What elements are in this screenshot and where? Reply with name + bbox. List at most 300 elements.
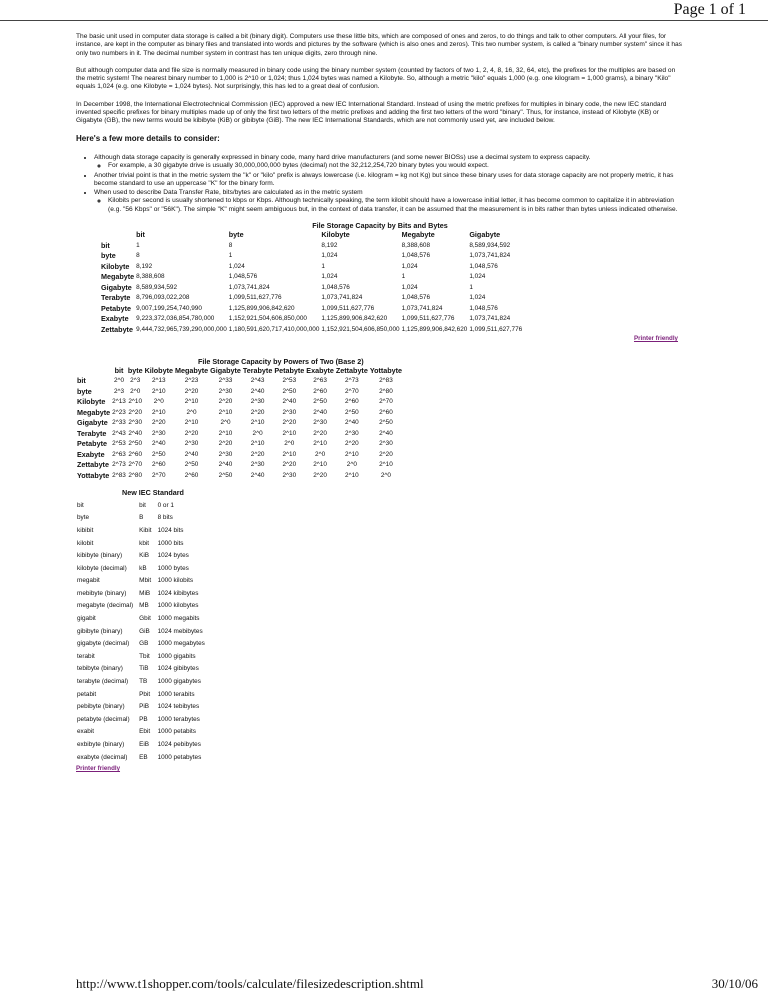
table-row xyxy=(76,701,210,714)
table-row xyxy=(100,251,523,262)
table-cell: 1,125,899,906,842,620 xyxy=(228,304,295,312)
row-header: Yottabyte xyxy=(77,470,110,480)
table-cell: 2^10 xyxy=(151,408,166,416)
table-cell: 2^0 xyxy=(315,450,326,458)
column-header: Terabyte xyxy=(242,365,273,375)
printer-friendly-link[interactable]: Printer friendly xyxy=(76,765,121,773)
table-cell: 2^0 xyxy=(186,408,197,416)
sub-bullet-text: Kilobits per second is usually shortened to kbps or Kbps. Although technically speaking, the term kilobit should have a lowercase initial letter, it has become common to capitalize it in abbreviation (e.g. "56 Kbps" or "56K"). The simple "K" might seem ambiguous but, in the context of data transfer, it can be assumed that the measurement is in bits rather than bytes unless indicated otherwise. xyxy=(108,197,678,213)
table2-caption: File Storage Capacity by Powers of Two (Base 2) xyxy=(198,356,364,366)
table-cell: exbibyte (binary) xyxy=(77,741,125,749)
row-header: byte xyxy=(101,251,116,261)
table-cell: kB xyxy=(139,564,147,572)
table-cell: 2^50 xyxy=(313,398,327,406)
table-cell: 1,048,576 xyxy=(469,304,498,312)
table-cell: 2^20 xyxy=(184,429,199,437)
table-cell: 1,125,899,906,842,620 xyxy=(321,315,388,323)
table-cell: 2^30 xyxy=(151,429,166,437)
details-list xyxy=(76,154,684,214)
print-footer xyxy=(0,976,768,994)
table-cell: bit xyxy=(139,501,146,509)
table-cell: kilobit xyxy=(77,539,94,547)
list-item xyxy=(94,154,684,171)
table-cell: kbit xyxy=(139,539,150,547)
table-row xyxy=(76,418,403,429)
bullet-text: When used to describe Data Transfer Rate, bits/bytes are calculated as in the metric system xyxy=(94,189,363,197)
table-cell: 2^10 xyxy=(184,419,199,427)
table-cell: 1,073,741,824 xyxy=(228,283,270,291)
table-cell: 2^20 xyxy=(250,408,265,416)
table-cell: 2^50 xyxy=(218,471,233,479)
table-row xyxy=(100,304,523,315)
table-cell: 2^20 xyxy=(151,419,166,427)
table-cell: 2^70 xyxy=(345,387,359,395)
table-cell: 2^30 xyxy=(345,429,359,437)
table-cell: 1,048,576 xyxy=(228,273,258,281)
table-row xyxy=(76,714,210,727)
table-cell: 8 bits xyxy=(157,514,173,522)
table-row xyxy=(76,588,210,601)
table-cell: 2^60 xyxy=(313,387,327,395)
corner-cell xyxy=(100,230,135,241)
table-cell: 2^10 xyxy=(184,398,199,406)
table-cell: Kibit xyxy=(139,526,152,534)
table-cell: 2^40 xyxy=(282,398,297,406)
bullet-text: Another trivial point is that in the metric system the "k" or "kilo" prefix is always lowercase (i.e. kilogram = kg not Kg) but since these binary uses for data storage capacity are not properly metric, it has become standard to use an uppercase "K" for the binary form. xyxy=(94,171,674,187)
print-header xyxy=(0,0,768,21)
table-cell: 2^10 xyxy=(218,429,233,437)
table-cell: 1,024 xyxy=(469,273,486,281)
intro-paragraph-3: In December 1998, the International Electrotechnical Commission (IEC) approved a new IEC International Standard. Instead of using the metric prefixes for multiples in binary code, the new IEC standard invented specific prefixes for binary multiples made up of only the first two letters of the metric prefixes and adding the first two letters of the word "binary". Thus, for instance, instead of Kilobyte (KB) or Gigabyte (GB), the new terms would be kibibyte (KiB) or gibibyte (GiB). The new IEC International Standards, which are not commonly used yet, are included below. xyxy=(76,100,667,125)
table-cell: 1,073,741,824 xyxy=(469,315,511,323)
bits-bytes-table xyxy=(100,230,523,335)
page-number: Page 1 of 1 xyxy=(673,1,746,18)
table-cell: 2^20 xyxy=(250,450,265,458)
table-row xyxy=(76,575,210,588)
table-cell: 1,024 xyxy=(321,273,338,281)
table-cell: 1,099,511,627,776 xyxy=(321,304,375,312)
row-header: Terabyte xyxy=(77,428,107,438)
table-cell: 1000 petabits xyxy=(157,728,196,736)
table-cell: 2^53 xyxy=(112,440,126,448)
table-cell: 2^30 xyxy=(282,408,297,416)
table-cell: 2^30 xyxy=(218,387,233,395)
footer-date: 30/10/06 xyxy=(711,976,758,991)
table-cell: 0 or 1 xyxy=(157,501,174,509)
table-cell: MiB xyxy=(139,589,151,597)
table-cell: 2^43 xyxy=(112,429,126,437)
table3-caption: New IEC Standard xyxy=(122,488,184,498)
table-cell: 2^10 xyxy=(282,450,297,458)
table-cell: 1,073,741,824 xyxy=(401,304,443,312)
table-cell: 8,192 xyxy=(136,262,153,270)
table-cell: 1000 megabytes xyxy=(157,640,205,648)
column-header: Gigabyte xyxy=(469,230,501,240)
sub-list-item xyxy=(108,162,684,170)
row-header: Kilobyte xyxy=(101,261,130,271)
row-header: Zettabyte xyxy=(101,324,133,334)
table-cell: 8 xyxy=(136,252,140,260)
iec-standard-table xyxy=(76,500,210,764)
row-header: Exabyte xyxy=(101,314,129,324)
details-heading: Here's a few more details to consider: xyxy=(76,133,220,143)
table-cell: 2^33 xyxy=(218,377,233,385)
table-cell: 1,048,576 xyxy=(401,294,431,302)
table-cell: 2^63 xyxy=(313,377,327,385)
table-cell: 2^73 xyxy=(112,461,126,469)
table-cell: 2^30 xyxy=(282,471,297,479)
table-cell: 2^83 xyxy=(379,377,393,385)
table-cell: 2^23 xyxy=(184,377,199,385)
table-cell: 1000 terabytes xyxy=(157,715,200,723)
table-cell: 2^70 xyxy=(379,398,393,406)
table-cell: 8,388,608 xyxy=(401,241,431,249)
table-cell: MB xyxy=(139,602,149,610)
table-row xyxy=(76,376,403,387)
column-header: Yottabyte xyxy=(369,365,403,375)
table-row xyxy=(76,663,210,676)
table-cell: 2^20 xyxy=(128,408,143,416)
table-cell: petabit xyxy=(77,690,97,698)
table-cell: 2^0 xyxy=(284,440,295,448)
table-cell: 2^13 xyxy=(112,398,126,406)
table-row xyxy=(76,439,403,450)
table-row xyxy=(76,538,210,551)
table-row xyxy=(76,550,210,563)
table-cell: 1,099,511,627,776 xyxy=(401,315,455,323)
table-cell: 1024 pebibytes xyxy=(157,741,201,749)
table-cell: 2^10 xyxy=(218,408,233,416)
table-cell: 2^80 xyxy=(379,387,393,395)
table-cell: terabyte (decimal) xyxy=(77,678,129,686)
table-row xyxy=(76,450,403,461)
table-cell: 2^83 xyxy=(112,471,126,479)
table-row xyxy=(76,676,210,689)
table-cell: 2^40 xyxy=(345,419,359,427)
table-cell: EiB xyxy=(139,741,150,749)
table-cell: 2^0 xyxy=(113,377,125,385)
article-body xyxy=(76,33,684,774)
table-cell: 2^10 xyxy=(379,461,393,469)
column-header: Zettabyte xyxy=(335,365,368,375)
table-cell: 1 xyxy=(401,273,406,281)
table-row xyxy=(76,429,403,440)
column-header: bit xyxy=(114,365,124,375)
table-cell: 2^0 xyxy=(153,398,164,406)
table-cell: Pbit xyxy=(139,690,151,698)
intro-paragraph-2: But although computer data and file size is normally measured in binary code using the binary number system (counted by factors of two 1, 2, 4, 8, 16, 32, 64, etc), the prefixes for the multiples are based on the metric system! The nearest binary number to 1,000 is 2^10 or 1,024; thus 1,024 bytes was named a Kilobyte. So, although a metric "kilo" equals 1,000 (e.g. one kilogram = 1,000 grams), a binary "Kilo" equals 1,024 (e.g. one Kilobyte = 1,024 bytes). Not surprisingly, this has led to a great deal of confusion. xyxy=(76,66,676,91)
table-cell: Mbit xyxy=(139,577,152,585)
table-cell: 2^50 xyxy=(282,387,297,395)
table-cell: 2^10 xyxy=(250,419,265,427)
table-cell: megabit xyxy=(77,577,100,585)
table-row xyxy=(100,314,523,325)
table-cell: Ebit xyxy=(139,728,151,736)
table-cell: 2^20 xyxy=(282,461,297,469)
column-header: Exabyte xyxy=(306,365,334,375)
table-row xyxy=(76,626,210,639)
table-cell: 2^10 xyxy=(313,440,327,448)
table-cell: 2^30 xyxy=(250,398,265,406)
table-cell: 2^20 xyxy=(345,440,359,448)
column-header: byte xyxy=(127,365,143,375)
table-cell: byte xyxy=(77,514,90,522)
table-cell: tebibyte (binary) xyxy=(77,665,123,673)
table-row xyxy=(76,387,403,398)
table-cell: 2^60 xyxy=(151,461,166,469)
row-header: Kilobyte xyxy=(77,397,106,407)
table-cell: 2^30 xyxy=(218,450,233,458)
table-cell: 2^10 xyxy=(151,387,166,395)
table-row xyxy=(76,638,210,651)
table-cell: 2^10 xyxy=(345,471,359,479)
table-cell: 8,192 xyxy=(321,241,338,249)
table-cell: 2^40 xyxy=(379,429,393,437)
table-cell: 2^10 xyxy=(313,461,327,469)
row-header: Petabyte xyxy=(77,439,107,449)
table-cell: petabyte (decimal) xyxy=(77,715,130,723)
table-cell: 1 xyxy=(469,283,473,291)
table-cell: 2^20 xyxy=(218,440,233,448)
table-cell: 2^40 xyxy=(151,440,166,448)
printer-friendly-link[interactable]: Printer friendly xyxy=(633,335,678,343)
table-row xyxy=(100,272,523,283)
table-cell: 2^60 xyxy=(345,398,359,406)
table-cell: gigabyte (decimal) xyxy=(77,640,130,648)
sub-bullet-text: For example, a 30 gigabyte drive is usually 30,000,000,000 bytes (decimal) not the 32,212,254,720 binary bytes you would expect. xyxy=(108,162,489,170)
table-row xyxy=(76,726,210,739)
table-cell: 1000 gigabytes xyxy=(157,678,201,686)
table-cell: 1,099,511,627,776 xyxy=(469,325,523,333)
intro-paragraph-1: The basic unit used in computer data storage is called a bit (binary digit). Computers use these little bits, which are composed of ones and zeros, to do things and talk to other computers. All your files, for instance, are kept in the computer as binary files and translated into words and pictures by the software (which is also ones and zeros). This two number system, is called a "binary number system" since it has only two numbers in it. The decimal number system in contrast has ten unique digits, zero through nine. xyxy=(76,33,682,57)
table-cell: 2^33 xyxy=(112,419,126,427)
table-row xyxy=(100,283,523,294)
column-header: byte xyxy=(228,230,244,240)
table-cell: 2^40 xyxy=(250,387,265,395)
column-header: Kilobyte xyxy=(321,230,350,240)
table-cell: 1,073,741,824 xyxy=(321,294,363,302)
table-cell: 1,024 xyxy=(228,262,245,270)
table-cell: 2^40 xyxy=(250,471,265,479)
column-header: Megabyte xyxy=(174,365,209,375)
table-cell: terabit xyxy=(77,652,95,660)
table-cell: 1024 bits xyxy=(157,526,184,534)
table-cell: 9,223,372,036,854,780,000 xyxy=(136,315,215,323)
table-cell: 2^53 xyxy=(282,377,297,385)
table-cell: 2^10 xyxy=(128,398,143,406)
powers-of-two-table xyxy=(76,366,403,482)
table-cell: 2^10 xyxy=(282,429,297,437)
table-row xyxy=(100,325,523,336)
table-cell: 2^0 xyxy=(346,461,357,469)
table-cell: 2^20 xyxy=(184,387,199,395)
row-header: bit xyxy=(101,240,110,250)
table-cell: 1024 mebibytes xyxy=(157,627,203,635)
table-cell: 2^30 xyxy=(250,461,265,469)
table-cell: 2^60 xyxy=(379,408,393,416)
table-cell: 2^80 xyxy=(128,471,143,479)
table-cell: kilobyte (decimal) xyxy=(77,564,127,572)
table-cell: GiB xyxy=(139,627,150,635)
table-row xyxy=(76,408,403,419)
table-cell: 8,589,934,592 xyxy=(136,283,178,291)
table-row xyxy=(100,262,523,273)
list-item xyxy=(94,189,684,214)
table-cell: 2^20 xyxy=(282,419,297,427)
table-cell: B xyxy=(139,514,144,522)
table-cell: 1,099,511,627,776 xyxy=(228,294,282,302)
table-cell: 1024 gibibytes xyxy=(157,665,199,673)
table-cell: 2^30 xyxy=(379,440,393,448)
table-cell: EB xyxy=(139,753,148,761)
footer-url: http://www.t1shopper.com/tools/calculate/filesizedescription.shtml xyxy=(76,976,424,991)
table-cell: 1 xyxy=(228,252,233,260)
table-cell: mebibyte (binary) xyxy=(77,589,127,597)
row-header: Zettabyte xyxy=(77,460,109,470)
table-cell: Gbit xyxy=(139,615,151,623)
table-cell: 1000 bytes xyxy=(157,564,189,572)
table-cell: 1 xyxy=(321,262,325,270)
table-row xyxy=(76,500,210,513)
table-cell: 2^50 xyxy=(379,419,393,427)
table-row xyxy=(76,689,210,702)
table-cell: 2^60 xyxy=(184,471,199,479)
row-header: bit xyxy=(77,376,86,386)
table-cell: 2^50 xyxy=(128,440,143,448)
table-cell: 1,024 xyxy=(469,294,486,302)
table-cell: 2^50 xyxy=(184,461,199,469)
table-cell: 2^23 xyxy=(112,408,126,416)
row-header: Gigabyte xyxy=(77,418,108,428)
table-row xyxy=(76,613,210,626)
table-cell: 1,024 xyxy=(401,262,418,270)
table-cell: 2^30 xyxy=(184,440,199,448)
row-header: byte xyxy=(77,386,92,396)
column-header: Petabyte xyxy=(274,365,305,375)
table-cell: PB xyxy=(139,715,148,723)
table-cell: 2^20 xyxy=(379,450,393,458)
table-cell: 1 xyxy=(136,241,140,249)
table-cell: 2^70 xyxy=(151,471,166,479)
table-cell: 1000 megabits xyxy=(157,615,200,623)
table-cell: 2^63 xyxy=(112,450,126,458)
table-cell: 2^10 xyxy=(250,440,265,448)
table-cell: 8,589,934,592 xyxy=(469,241,511,249)
table-row xyxy=(76,512,210,525)
table-cell: 2^0 xyxy=(220,419,231,427)
table-cell: 9,007,199,254,740,990 xyxy=(136,304,202,312)
table-cell: 1000 bits xyxy=(157,539,184,547)
row-header: Megabyte xyxy=(101,272,135,282)
table-row xyxy=(100,241,523,252)
table-cell: 1,180,591,620,717,410,000,000 xyxy=(228,325,320,333)
table1-caption: File Storage Capacity by Bits and Bytes xyxy=(312,221,448,231)
table-cell: 1,024 xyxy=(321,252,338,260)
table-row xyxy=(76,397,403,408)
row-header: Exabyte xyxy=(77,449,105,459)
table-cell: 2^43 xyxy=(250,377,265,385)
table-row xyxy=(76,525,210,538)
table-cell: TiB xyxy=(139,665,149,673)
table-cell: 2^30 xyxy=(128,419,143,427)
table-cell: 1,152,921,504,606,850,000 xyxy=(321,325,400,333)
bullet-text: Although data storage capacity is generally expressed in binary code, many hard drive manufacturers (and some newer BIOSs) use a decimal system to express capacity. xyxy=(94,153,591,161)
table-cell: bit xyxy=(77,501,84,509)
table-cell: pebibyte (binary) xyxy=(77,703,125,711)
table-cell: 2^3 xyxy=(113,387,125,395)
list-item xyxy=(94,172,684,189)
column-header: Gigabyte xyxy=(210,365,241,375)
column-header: Kilobyte xyxy=(144,365,173,375)
table-cell: 2^50 xyxy=(345,408,359,416)
table-cell: 2^40 xyxy=(128,429,143,437)
table-cell: megabyte (decimal) xyxy=(77,602,134,610)
table-cell: 8 xyxy=(228,241,233,249)
table-cell: 2^40 xyxy=(218,461,233,469)
table-cell: gibibyte (binary) xyxy=(77,627,123,635)
table-cell: 1,048,576 xyxy=(321,283,350,291)
table-cell: 8,796,093,022,208 xyxy=(136,294,190,302)
table-cell: exabit xyxy=(77,728,95,736)
table-row xyxy=(76,752,210,765)
row-header: Megabyte xyxy=(77,407,111,417)
table-cell: 2^3 xyxy=(130,377,141,385)
table-cell: 1000 kilobytes xyxy=(157,602,199,610)
column-header: Megabyte xyxy=(401,230,435,240)
table-cell: Tbit xyxy=(139,652,150,660)
table-cell: 1000 terabits xyxy=(157,690,195,698)
table-cell: TB xyxy=(139,678,148,686)
table-cell: 1,125,899,906,842,620 xyxy=(401,325,468,333)
table-cell: 2^20 xyxy=(218,398,233,406)
table-cell: KiB xyxy=(139,552,150,560)
table-cell: 1024 bytes xyxy=(157,552,189,560)
table-cell: 1,024 xyxy=(401,283,418,291)
table-cell: 2^40 xyxy=(184,450,199,458)
table-cell: 2^13 xyxy=(151,377,166,385)
table-cell: 1024 kibibytes xyxy=(157,589,199,597)
table-cell: 2^0 xyxy=(380,471,391,479)
table-cell: 2^60 xyxy=(128,450,143,458)
table-cell: 9,444,732,965,739,290,000,000 xyxy=(136,325,227,333)
table-cell: 2^70 xyxy=(128,461,143,469)
table-cell: 2^0 xyxy=(252,429,263,437)
table-cell: 2^10 xyxy=(345,450,359,458)
table-cell: 1,048,576 xyxy=(401,252,431,260)
table-row xyxy=(76,651,210,664)
row-header: Gigabyte xyxy=(101,282,132,292)
table-row xyxy=(76,739,210,752)
table-cell: kibibyte (binary) xyxy=(77,552,123,560)
table-cell: 1,073,741,824 xyxy=(469,252,511,260)
table-cell: 2^0 xyxy=(130,387,141,395)
table-cell: 1,152,921,504,606,850,000 xyxy=(228,315,307,323)
table-cell: 1000 kilobits xyxy=(157,577,194,585)
table-cell: 2^20 xyxy=(313,471,327,479)
corner-cell xyxy=(76,366,111,377)
table-cell: 1000 gigabits xyxy=(157,652,196,660)
table-cell: 2^73 xyxy=(345,377,359,385)
column-header: bit xyxy=(136,230,145,240)
table-cell: 8,388,608 xyxy=(136,273,165,281)
table-cell: 1,048,576 xyxy=(469,262,498,270)
table-cell: kibibit xyxy=(77,526,94,534)
table-cell: 1000 petabytes xyxy=(157,753,202,761)
table-cell: gigabit xyxy=(77,615,96,623)
table-cell: 2^40 xyxy=(313,408,327,416)
table-cell: 2^30 xyxy=(313,419,327,427)
table-cell: 2^20 xyxy=(313,429,327,437)
